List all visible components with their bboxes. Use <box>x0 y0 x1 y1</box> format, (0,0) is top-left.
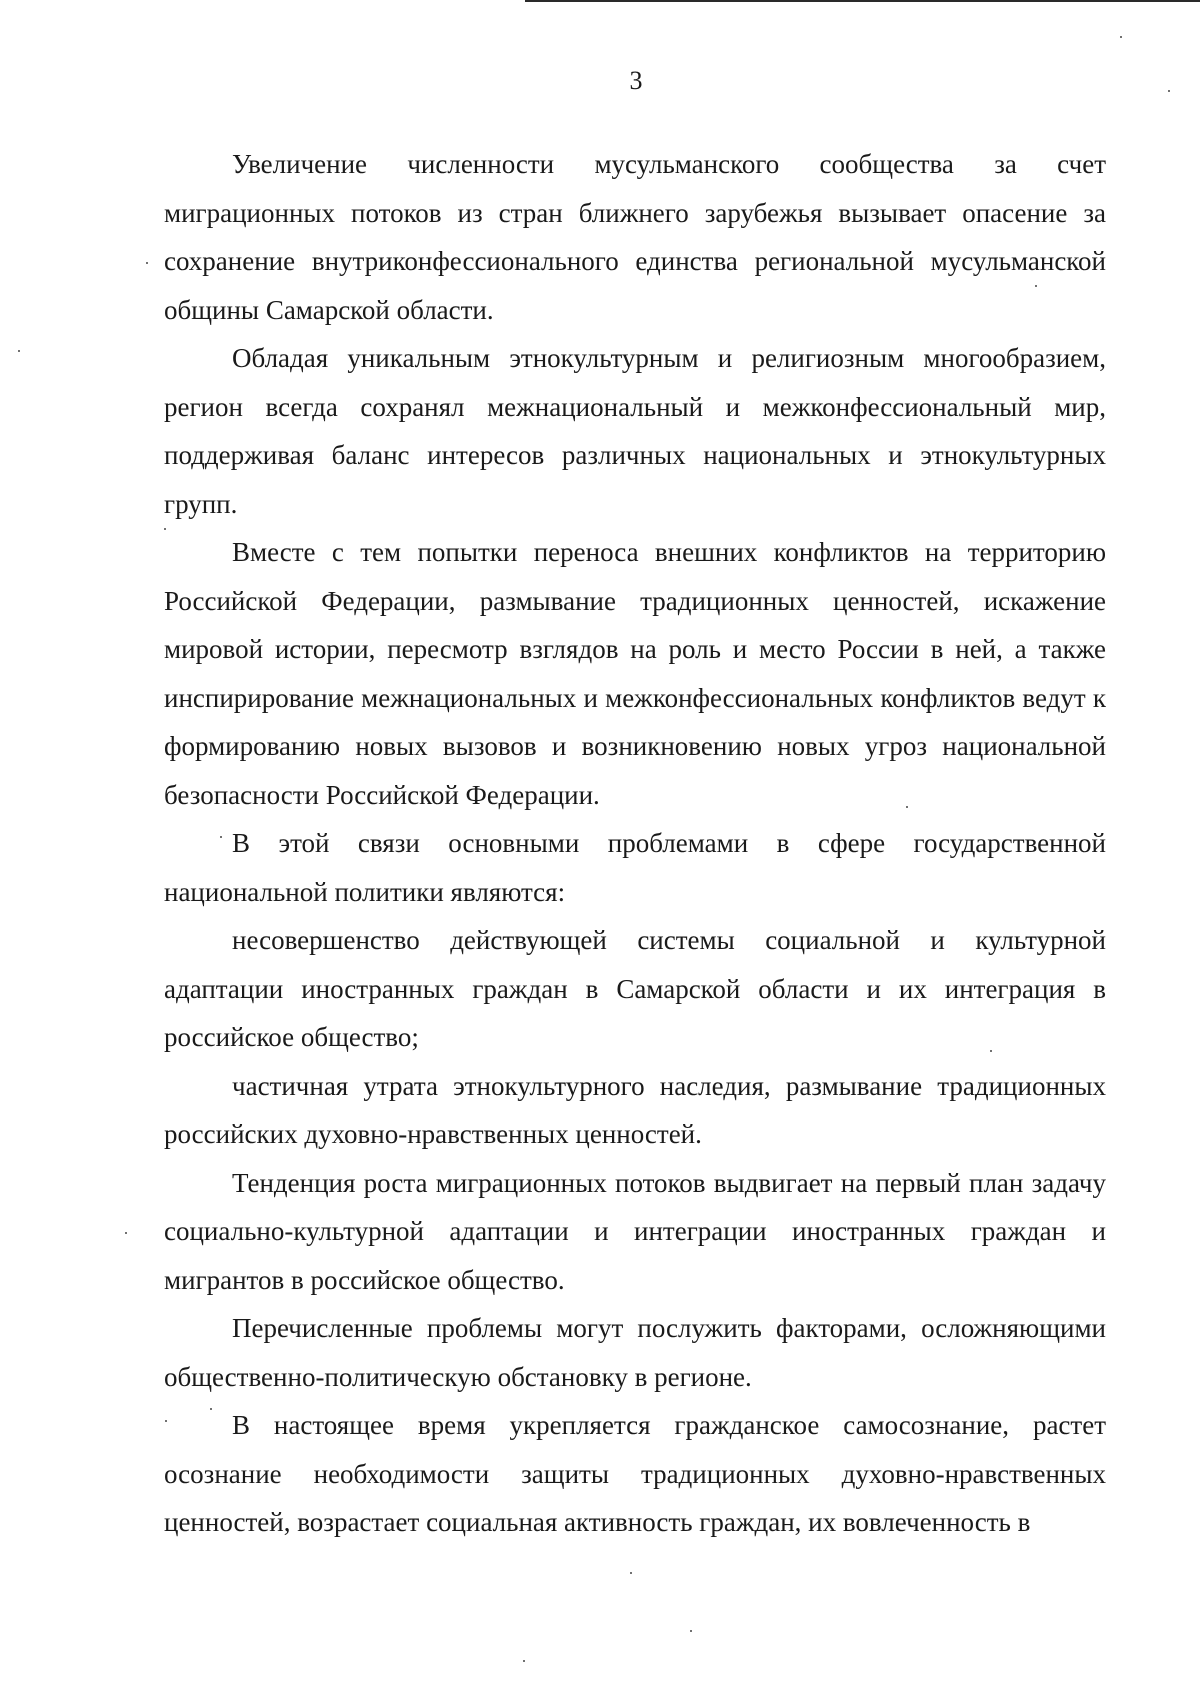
scan-speck <box>210 1408 212 1410</box>
scan-speck <box>125 1232 127 1234</box>
scan-speck <box>1168 90 1170 92</box>
scan-speck <box>146 262 148 264</box>
scan-speck <box>690 1630 692 1632</box>
scan-speck <box>523 1660 525 1662</box>
paragraph: В этой связи основными проблемами в сфере государственной национальной политики являются: <box>164 828 1106 907</box>
paragraph: В настоящее время укрепляется гражданское самосознание, растет осознание необходимости защиты традиционных духовно-нравственных ценностей, возрастает социальная активность граждан, их вовлеченность в <box>164 1410 1106 1537</box>
list-item: частичная утрата этнокультурного наследия, размывание традиционных российских духовно-нравственных ценностей. <box>164 1070 1106 1149</box>
scan-speck <box>990 1050 992 1052</box>
paragraph: Вместе с тем попытки переноса внешних конфликтов на территорию Российской Федерации, размывание традиционных ценностей, искажение мировой истории, пересмотр взглядов на роль и место России в ней, а также инспирирование межнациональных и межконфессиональных конфликтов ведут к формированию новых вызовов и возникновению новых угроз национальной безопасности Российской Федерации. <box>164 537 1106 810</box>
top-border-line <box>525 0 1200 2</box>
scan-speck <box>18 350 20 352</box>
paragraph: Тенденция роста миграционных потоков выдвигает на первый план задачу социально-культурной адаптации и интеграции иностранных граждан и мигрантов в российское общество. <box>164 1167 1106 1295</box>
scan-speck <box>906 806 908 808</box>
paragraph: Перечисленные проблемы могут послужить факторами, осложняющими общественно-политическую обстановку в регионе. <box>164 1313 1106 1392</box>
list-item: несовершенство действующей системы социальной и культурной адаптации иностранных граждан в Самарской области и их интеграция в российское общество; <box>164 925 1106 1052</box>
page-number: 3 <box>629 66 643 95</box>
scan-speck <box>165 1420 167 1422</box>
paragraph: Обладая уникальным этнокультурным и религиозным многообразием, регион всегда сохранял межнациональный и межконфессиональный мир, поддерживая баланс интересов различных национальных и этнокультурных групп. <box>164 343 1106 519</box>
paragraph: Увеличение численности мусульманского сообщества за счет миграционных потоков из стран ближнего зарубежья вызывает опасение за сохранение внутриконфессионального единства региональной мусульманской общины Самарской области. <box>164 149 1106 325</box>
scan-speck <box>630 1572 632 1574</box>
document-body <box>164 140 1106 1547</box>
scan-speck <box>164 528 166 530</box>
scan-speck <box>1035 285 1037 287</box>
scan-speck <box>220 836 222 838</box>
scan-speck <box>1120 36 1122 38</box>
